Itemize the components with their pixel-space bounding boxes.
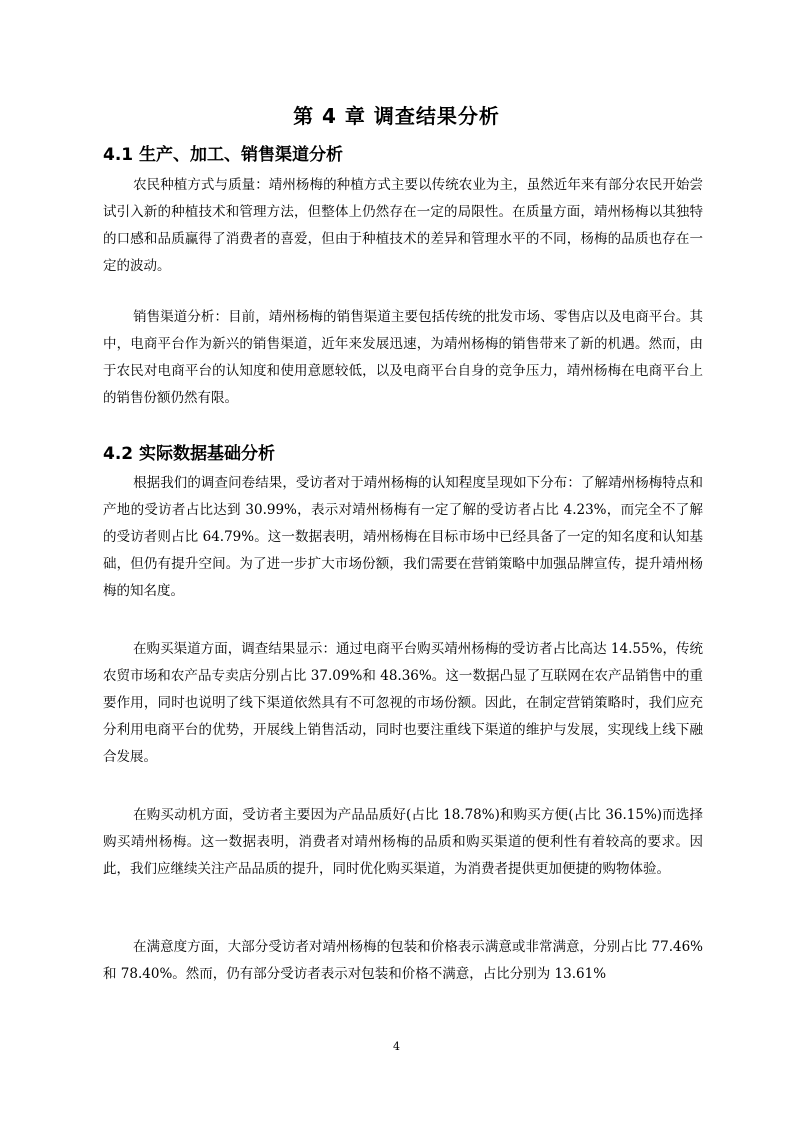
paragraph-satisfaction — [103, 934, 703, 988]
paragraph-sales-channels — [103, 304, 703, 412]
paragraph-awareness — [103, 470, 703, 605]
paragraph-purchase-channels — [103, 636, 703, 771]
section-heading-4-2: 4.2 实际数据基础分析 — [103, 444, 276, 464]
chapter-title: 第 4 章 调查结果分析 — [293, 104, 500, 128]
paragraph-text: 在购买动机方面，受访者主要因为产品品质好(占比 18.78%)和购买方便(占比 36.15%)而选择购买靖州杨梅。这一数据表明，消费者对靖州杨梅的品质和购买渠道的便利性有着较高的要求。因此，我们应继续关注产品品质的提升，同时优化购买渠道，为消费者提供更加便捷的购物体验。 — [103, 807, 703, 877]
paragraph-text: 销售渠道分析：目前，靖州杨梅的销售渠道主要包括传统的批发市场、零售店以及电商平台。其中，电商平台作为新兴的销售渠道，近年来发展迅速，为靖州杨梅的销售带来了新的机遇。然而，由于农民对电商平台的认知度和使用意愿较低，以及电商平台自身的竞争压力，靖州杨梅在电商平台上的销售份额仍然有限。 — [103, 309, 703, 406]
paragraph-planting-quality — [103, 172, 703, 280]
paragraph-text: 根据我们的调查问卷结果，受访者对于靖州杨梅的认知程度呈现如下分布：了解靖州杨梅特点和产地的受访者占比达到 30.99%，表示对靖州杨梅有一定了解的受访者占比 4.23%，而完全不了解的受访者则占比 64.79%。这一数据表明，靖州杨梅在目标市场中已经具备了一定的知名度和认知基础，但仍有提升空间。为了进一步扩大市场份额，我们需要在营销策略中加强品牌宣传，提升靖州杨梅的知名度。 — [103, 475, 703, 599]
paragraph-text: 农民种植方式与质量：靖州杨梅的种植方式主要以传统农业为主，虽然近年来有部分农民开始尝试引入新的种植技术和管理方法，但整体上仍然存在一定的局限性。在质量方面，靖州杨梅以其独特的口感和品质赢得了消费者的喜爱，但由于种植技术的差异和管理水平的不同，杨梅的品质也存在一定的波动。 — [103, 177, 703, 274]
page-number: 4 — [393, 1040, 400, 1053]
paragraph-purchase-motivation — [103, 802, 703, 883]
paragraph-text: 在购买渠道方面，调查结果显示：通过电商平台购买靖州杨梅的受访者占比高达 14.55%，传统农贸市场和农产品专卖店分别占比 37.09%和 48.36%。这一数据凸显了互联网在农产品销售中的重要作用，同时也说明了线下渠道依然具有不可忽视的市场份额。因此，在制定营销策略时，我们应充分利用电商平台的优势，开展线上销售活动，同时也要注重线下渠道的维护与发展，实现线上线下融合发展。 — [103, 641, 703, 765]
paragraph-text: 在满意度方面，大部分受访者对靖州杨梅的包装和价格表示满意或非常满意，分别占比 77.46%和 78.40%。然而，仍有部分受访者表示对包装和价格不满意，占比分别为 13.61% — [103, 939, 703, 982]
section-heading-4-1: 4.1 生产、加工、销售渠道分析 — [103, 145, 344, 165]
